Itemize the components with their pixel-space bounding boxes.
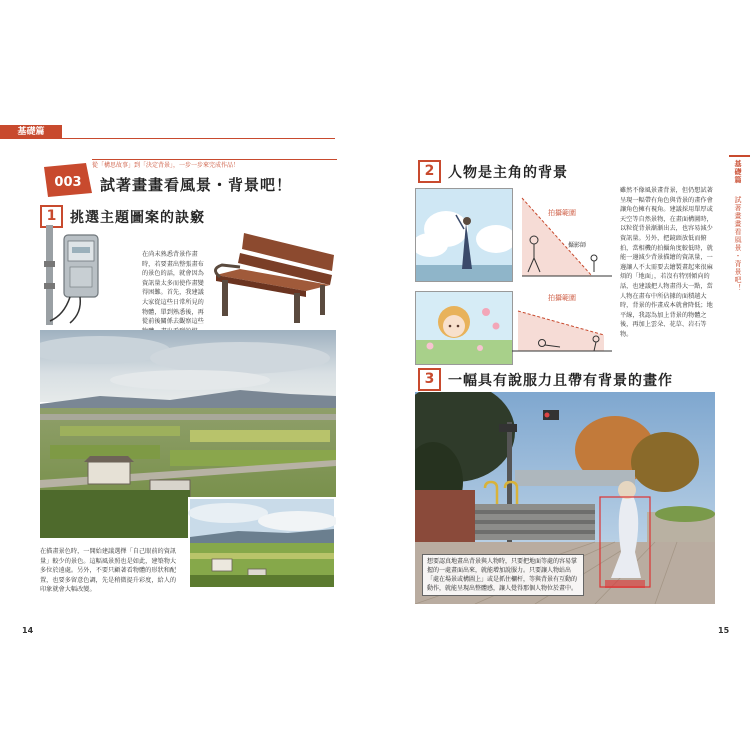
section-3-number: 3 — [418, 368, 441, 391]
chapter-tab: 基礎篇 — [734, 160, 742, 184]
diagram-2-label: 拍攝範圍 — [548, 294, 576, 302]
lesson-title: 試著畫畫看風景・背景吧！ — [100, 176, 293, 194]
section-rule — [62, 138, 335, 139]
section-1-number: 1 — [40, 205, 63, 228]
landscape-inset-photo — [188, 497, 336, 589]
photographer-label: 攝影師 — [568, 242, 587, 249]
landscape-caption: 在描畫景色時，一開始建議選擇「自己眼前的資訊量」較少的景色。這幅風景照也是如此，建築物大多位於遠處。另外，不要只顧著看物體的形狀和配置，也要多留意色調，先是稍微提升彩度，給人的印象就會大幅改變。 — [40, 548, 177, 594]
chapter-tab-rule — [729, 155, 750, 157]
diagram-1-label: 拍攝範圍 — [548, 209, 576, 217]
section-3-caption: 想要認真地畫出背景與人物時，只要把地面等處的容易掌握的一處畫面出來，就能增加說服力。只要讓人物站出「處在場景或構圖上」或是抓住欄杆，等與背景有互動的動作，就能呈現出整體感，讓人覺得那個人物位於畫中。 — [422, 554, 584, 596]
section-1-text: 在尚未熟悉背景作畫時，若要畫出整張畫布的景色的話，就會因為資訊量太多而使作畫變得困難。首先，我建議大家從這些日常所見的物體，單到熟悉後，再從前後關係去觀察這些 — [142, 251, 204, 326]
lesson-number-badge — [44, 163, 94, 197]
page-number-left: 14 — [22, 626, 34, 635]
section-1-heading: 挑選主題圖案的訣竅 — [70, 210, 205, 226]
utility-meter-illustration — [40, 225, 112, 325]
lesson-number: 003 — [54, 175, 82, 190]
camera-range-diagram-1 — [512, 188, 612, 280]
section-2-text: 雖然不像風景畫背景，但仍想試著呈現一幅帶有角色與背景的畫作會讓角色擁有視角。建議採用單厚或天空等自然景物，在畫面構圖時，以粒從背景漸漸出去，也容易減少資訊量。另外，把鏡頭放低而俯拍，當相機的拍攝角度較低時，就能一邊減少背景描繪的資訊量，一邊讓人不太需要去繪製畫起來很麻煩的「地面」，若沒有特別傾向的話，也建議把人物畫得大一點，當人物在畫布中所佔據的面積越大時，背景的作畫成本就會降低；地平線，我認為加上背景的物體之後，再加上雲朵、花草、岩石等物。 — [620, 187, 713, 338]
vertical-note: 試著畫畫看風景・背景吧！ — [734, 196, 742, 292]
page-number-right: 15 — [718, 626, 730, 635]
lesson-subtitle: 從「構思故事」到「決定背景」，一步一步來完成作品！ — [92, 159, 337, 172]
girl-flowers-panel — [415, 291, 513, 365]
section-tab: 基礎篇 — [0, 125, 62, 139]
section-3-heading: 一幅具有說服力且帶有背景的畫作 — [448, 373, 673, 389]
bench-illustration — [210, 225, 338, 325]
section-2-heading: 人物是主角的背景 — [448, 165, 568, 181]
section-2-number: 2 — [418, 160, 441, 183]
sky-character-panel — [415, 188, 513, 282]
